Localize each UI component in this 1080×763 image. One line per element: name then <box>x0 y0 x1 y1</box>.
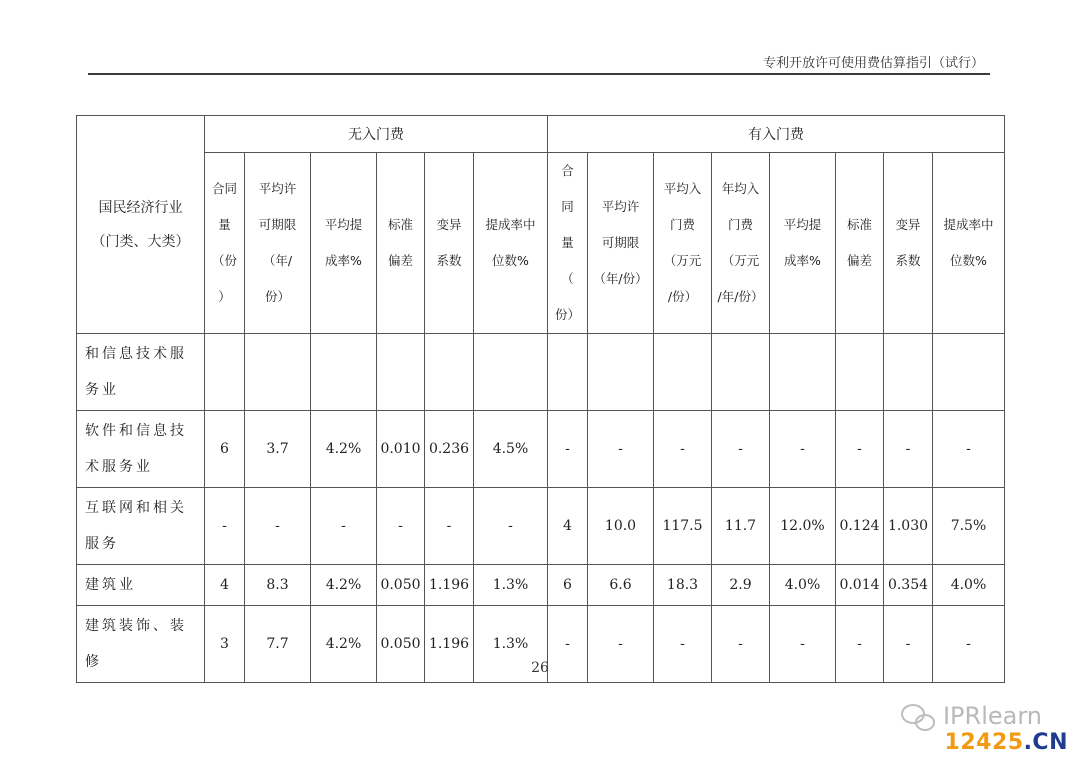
table-cell: 1.030 <box>884 488 933 565</box>
group-header-with-fee: 有入门费 <box>548 116 1005 153</box>
table-cell: 6 <box>548 565 588 606</box>
table-cell: - <box>712 411 770 488</box>
page-number: 26 <box>531 660 549 676</box>
table-cell: 0.050 <box>377 565 425 606</box>
header-line: 偏差 <box>387 253 413 268</box>
table-cell: 4 <box>548 488 588 565</box>
header-line: （年/ <box>262 253 293 268</box>
header-line: 份） <box>264 289 290 304</box>
running-header: 专利开放许可使用费估算指引（试行） <box>762 56 984 71</box>
header-line: 可期限 <box>258 217 297 232</box>
table-cell <box>245 334 311 411</box>
header-line: （年/份） <box>593 271 648 286</box>
license-fee-table <box>76 115 1005 683</box>
header-line: 成率% <box>784 253 821 268</box>
column-header <box>377 153 425 334</box>
table-cell: 4.2% <box>311 411 377 488</box>
table-cell: - <box>377 488 425 565</box>
table-cell: 0.354 <box>884 565 933 606</box>
table-row <box>77 334 1005 411</box>
header-line: 位数% <box>492 253 529 268</box>
table-cell: 4.0% <box>770 565 836 606</box>
header-line: 平均许 <box>601 199 640 214</box>
table-cell: - <box>712 606 770 683</box>
table-cell: - <box>588 606 654 683</box>
header-line: 平均许 <box>258 181 297 196</box>
table-cell: - <box>836 411 884 488</box>
table-cell: - <box>425 488 474 565</box>
header-line: 同 <box>561 199 574 214</box>
column-header <box>311 153 377 334</box>
header-line: 门费 <box>727 217 753 232</box>
industry-cell: 建筑业 <box>77 565 205 606</box>
header-line: 量 <box>561 235 574 250</box>
table-cell: 0.124 <box>836 488 884 565</box>
industry-cell: 软件和信息技术服务业 <box>77 411 205 488</box>
table-cell: 8.3 <box>245 565 311 606</box>
header-line: （万元 <box>663 253 702 268</box>
header-line: 提成率中 <box>943 217 994 232</box>
header-line: （ <box>561 271 574 286</box>
table-cell: - <box>548 606 588 683</box>
header-line: 平均入 <box>663 181 702 196</box>
table-cell: - <box>588 411 654 488</box>
table-cell <box>836 334 884 411</box>
table-cell: 0.014 <box>836 565 884 606</box>
table-cell: 4.2% <box>311 606 377 683</box>
table-cell <box>884 334 933 411</box>
table-cell <box>712 334 770 411</box>
table-cell <box>377 334 425 411</box>
table-cell: 1.3% <box>474 565 548 606</box>
header-line: 位数% <box>950 253 987 268</box>
column-header <box>205 153 245 334</box>
table-cell: - <box>884 411 933 488</box>
industry-header-line: （门类、大类） <box>91 233 190 250</box>
column-header <box>712 153 770 334</box>
table-cell <box>933 334 1005 411</box>
industry-header-line: 国民经济行业 <box>98 199 183 216</box>
column-header <box>836 153 884 334</box>
table-cell: - <box>654 411 712 488</box>
table-cell: - <box>245 488 311 565</box>
table-cell: 12.0% <box>770 488 836 565</box>
table-cell: 18.3 <box>654 565 712 606</box>
column-header <box>654 153 712 334</box>
table-cell: 11.7 <box>712 488 770 565</box>
header-line: 份） <box>554 307 580 322</box>
industry-cell: 互联网和相关服务 <box>77 488 205 565</box>
header-line: 平均提 <box>783 217 822 232</box>
table-cell: - <box>836 606 884 683</box>
header-line: （份 <box>211 253 237 268</box>
table-cell: - <box>884 606 933 683</box>
site-stamp <box>945 730 1068 755</box>
table-cell: 0.050 <box>377 606 425 683</box>
table-cell: 4.0% <box>933 565 1005 606</box>
header-line: 年均入 <box>721 181 760 196</box>
table-cell: - <box>933 606 1005 683</box>
table-cell: 7.7 <box>245 606 311 683</box>
table-cell: - <box>205 488 245 565</box>
table-cell <box>770 334 836 411</box>
table-cell <box>654 334 712 411</box>
header-line: 可期限 <box>601 235 640 250</box>
column-header <box>770 153 836 334</box>
table-cell: 2.9 <box>712 565 770 606</box>
header-line: （万元 <box>721 253 760 268</box>
header-rule <box>88 73 990 75</box>
header-line: 偏差 <box>846 253 872 268</box>
table-cell <box>425 334 474 411</box>
header-line: 变异 <box>436 217 462 232</box>
table-cell: 4.5% <box>474 411 548 488</box>
table-cell <box>548 334 588 411</box>
header-line: 标准 <box>846 217 872 232</box>
column-header <box>474 153 548 334</box>
header-line: ） <box>218 289 231 304</box>
table-cell: - <box>474 488 548 565</box>
header-line: 提成率中 <box>485 217 536 232</box>
table-cell: - <box>654 606 712 683</box>
header-line: 系数 <box>895 253 921 268</box>
watermark <box>901 702 1042 730</box>
table-cell: 1.196 <box>425 565 474 606</box>
column-header <box>588 153 654 334</box>
table-cell <box>205 334 245 411</box>
table-cell <box>588 334 654 411</box>
wechat-icon <box>901 702 937 730</box>
table-cell: - <box>933 411 1005 488</box>
header-line: 门费 <box>669 217 695 232</box>
table-cell: 10.0 <box>588 488 654 565</box>
table-cell: 3 <box>205 606 245 683</box>
column-header <box>933 153 1005 334</box>
column-header <box>425 153 474 334</box>
header-line: 标准 <box>387 217 413 232</box>
header-line: 合同 <box>211 181 237 196</box>
table-cell: 0.010 <box>377 411 425 488</box>
industry-cell: 和信息技术服务业 <box>77 334 205 411</box>
column-header <box>884 153 933 334</box>
table-row <box>77 488 1005 565</box>
column-header <box>548 153 588 334</box>
table-cell: - <box>770 411 836 488</box>
header-line: 系数 <box>436 253 462 268</box>
table-cell <box>474 334 548 411</box>
table-cell: 0.236 <box>425 411 474 488</box>
header-line: /份） <box>667 289 698 304</box>
table-cell: 6.6 <box>588 565 654 606</box>
table-cell: 4.2% <box>311 565 377 606</box>
table-cell: 6 <box>205 411 245 488</box>
table-cell: 1.196 <box>425 606 474 683</box>
site-stamp-tld: .CN <box>1023 730 1068 755</box>
column-header <box>245 153 311 334</box>
table-row <box>77 565 1005 606</box>
watermark-text: IPRlearn <box>942 702 1042 730</box>
table-cell: 4 <box>205 565 245 606</box>
site-stamp-digits: 12425 <box>944 730 1024 755</box>
table-cell: 3.7 <box>245 411 311 488</box>
header-line: 合 <box>561 163 574 178</box>
table-cell: - <box>548 411 588 488</box>
industry-cell: 建筑装饰、装修 <box>77 606 205 683</box>
table-cell: - <box>770 606 836 683</box>
table-cell: - <box>311 488 377 565</box>
table-cell <box>311 334 377 411</box>
table-cell: 117.5 <box>654 488 712 565</box>
header-line: /年/份） <box>717 289 764 304</box>
table-cell: 7.5% <box>933 488 1005 565</box>
industry-column-header <box>77 116 205 334</box>
header-line: 量 <box>218 217 231 232</box>
header-line: 平均提 <box>324 217 363 232</box>
group-header-no-fee: 无入门费 <box>205 116 548 153</box>
header-line: 变异 <box>895 217 921 232</box>
table-cell: 1.3% <box>474 606 548 683</box>
table-row <box>77 411 1005 488</box>
header-line: 成率% <box>325 253 362 268</box>
